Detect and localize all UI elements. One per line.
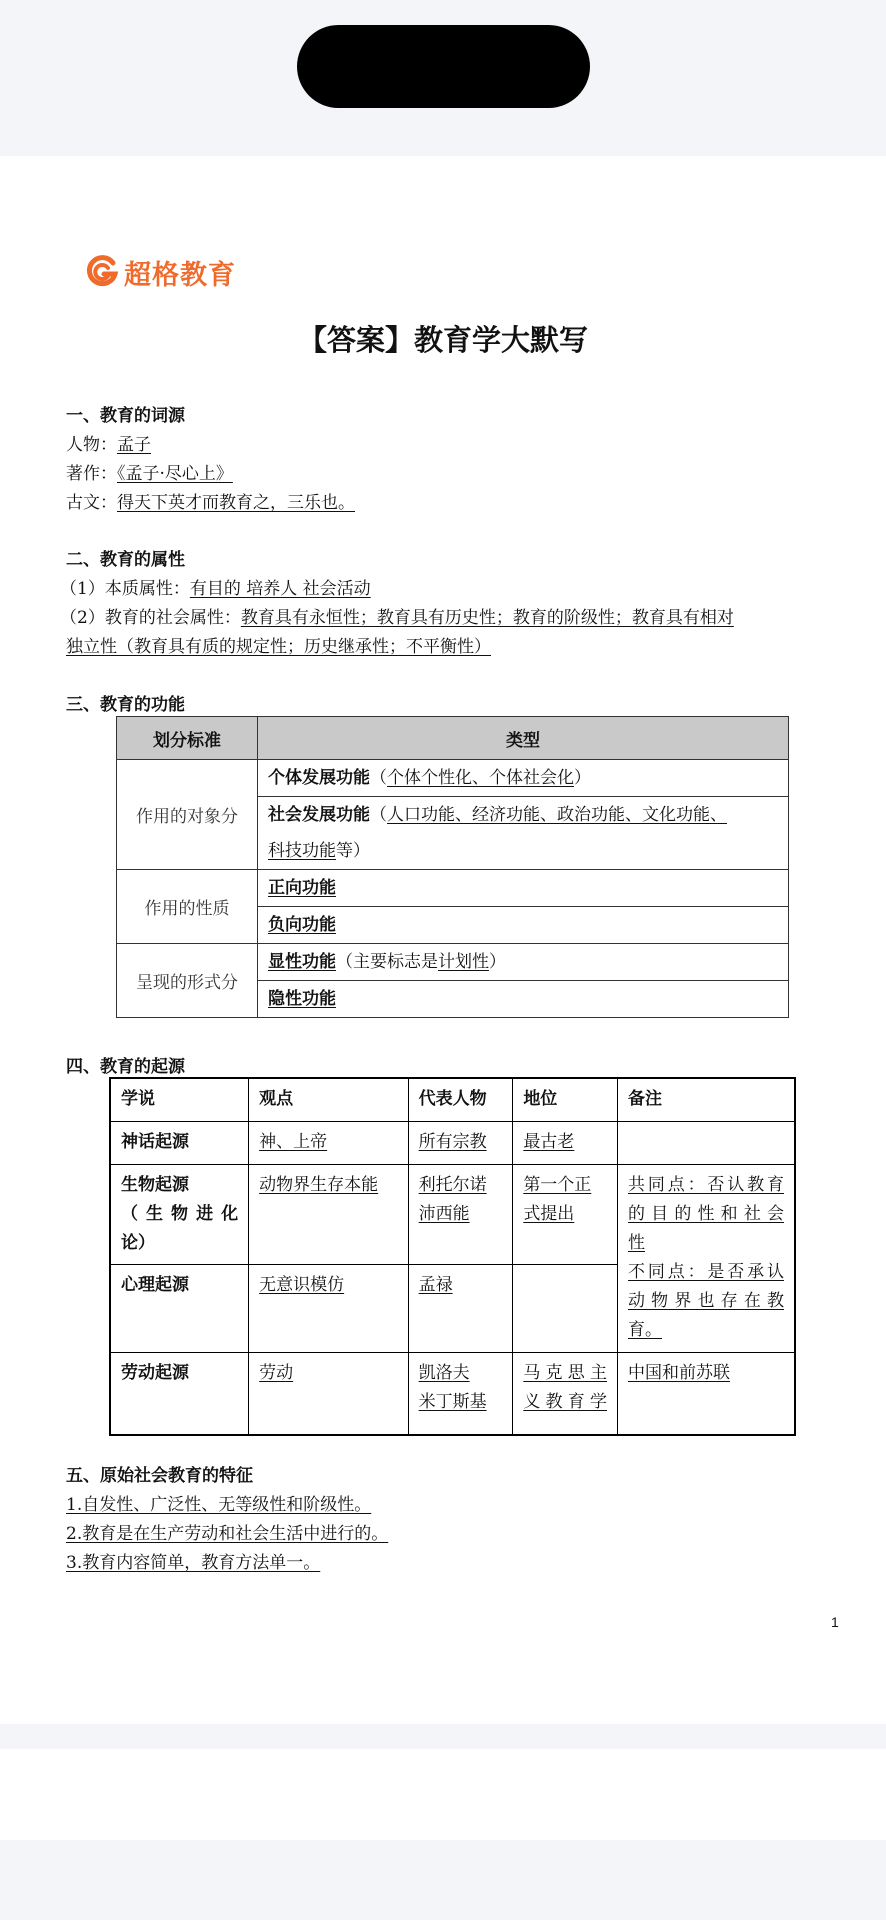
note-cell [618,1352,796,1435]
person-cell [408,1121,513,1164]
function-name: 正向功能 [268,878,336,898]
answer: 无意识模仿 [259,1274,345,1295]
label: 人物： [66,435,117,455]
s5-item: 1.自发性、广泛性、无等级性和阶级性。 [66,1495,372,1515]
camera-notch [297,25,590,108]
answer: 得天下英才而教育之，三乐也。 [117,493,355,513]
table-header: 类型 [258,717,789,760]
function-name: 社会发展功能 [268,805,370,825]
answer: 最古老 [523,1131,575,1152]
answer: 的目的性和社会 [628,1203,784,1224]
theory-cell [110,1164,249,1264]
view-cell [249,1121,409,1164]
table-header: 代表人物 [408,1078,513,1121]
function-cell [258,981,789,1018]
criterion-cell: 作用的性质 [117,870,258,944]
page-title: 【答案】教育学大默写 [297,323,588,357]
paren: （ [370,768,387,788]
label: 古文： [66,493,117,513]
answer: 利托尔诺 [418,1174,487,1195]
answer: 个体个性化、个体社会化 [387,768,574,788]
note: （主要标志是 [336,952,438,972]
table-header: 地位 [513,1078,618,1121]
s5-item: 3.教育内容简单，教育方法单一。 [66,1553,321,1573]
answer: 教育具有永恒性；教育具有历史性；教育的阶级性；教育具有相对 [240,608,734,628]
answer: 性 [628,1232,645,1253]
answer: 孟子 [117,435,151,455]
label: （1）本质属性： [60,579,190,599]
tail: 等） [336,841,370,861]
paren: ） [489,952,506,972]
view-cell [249,1264,409,1352]
status-cell [513,1164,618,1264]
answer: 《孟子·尽心上》 [117,464,233,484]
answer: 计划性 [438,952,489,972]
status-cell [513,1264,618,1352]
section-3-heading: 三、教育的功能 [66,695,185,715]
section-1-heading: 一、教育的词源 [66,406,185,426]
theory-line: （生物进化 [121,1203,239,1224]
person-cell [408,1164,513,1264]
function-cell [258,944,789,981]
s1-work-line [66,459,233,484]
table-header: 划分标准 [117,717,258,760]
answer: 神、上帝 [259,1131,328,1152]
criterion-cell: 呈现的形式分 [117,944,258,1018]
page-number: 1 [831,1614,839,1630]
answer: 式提出 [523,1203,575,1224]
logo-g-icon [84,254,120,290]
brand-logo [84,251,236,293]
answer: 孟禄 [418,1274,453,1295]
answer: 第一个正 [523,1174,592,1195]
view-cell [249,1164,409,1264]
function-cell [258,797,789,870]
answer: 中国和前苏联 [628,1362,730,1383]
logo-text: 超格教育 [124,259,236,291]
function-cell [258,870,789,907]
status-cell [513,1352,618,1435]
function-cell [258,760,789,797]
top-bar [0,0,886,156]
function-cell [258,907,789,944]
paren: （ [370,805,387,825]
answer: 科技功能 [268,841,336,861]
answer: 不同点：是否承认 [628,1261,784,1282]
answer: 独立性（教育具有质的规定性；历史继承性；不平衡性） [66,637,491,657]
s2-p1-line [60,574,371,599]
answer: 所有宗教 [418,1131,487,1152]
function-name: 隐性功能 [268,989,336,1009]
answer: 人口功能、经济功能、政治功能、文化功能、 [387,805,727,825]
label: 著作： [66,464,117,484]
answer: 动物界也存在教 [628,1290,784,1311]
answer: 共同点：否认教育 [628,1174,784,1195]
note-cell [618,1121,796,1164]
theory-line: 生物起源 [121,1174,189,1195]
table-header: 学说 [110,1078,249,1121]
person-cell [408,1352,513,1435]
answer: 育。 [628,1319,662,1340]
note-cell [618,1164,796,1352]
function-name: 负向功能 [268,915,336,935]
s1-person-line [66,430,151,455]
label: （2）教育的社会属性： [60,608,241,628]
function-name: 显性功能 [268,952,336,972]
status-cell [513,1121,618,1164]
functions-table [116,716,789,1018]
origins-table [109,1077,796,1436]
answer: 有目的 培养人 社会活动 [189,579,371,599]
answer: 凯洛夫 [418,1362,470,1383]
theory-cell: 劳动起源 [110,1352,249,1435]
s5-item: 2.教育是在生产劳动和社会生活中进行的。 [66,1524,389,1544]
s2-p2-line-2 [66,632,491,657]
criterion-cell: 作用的对象分 [117,760,258,870]
answer: 米丁斯基 [418,1391,487,1412]
view-cell [249,1352,409,1435]
table-header: 备注 [618,1078,796,1121]
person-cell [408,1264,513,1352]
answer: 劳动 [259,1362,294,1383]
theory-line: 论） [121,1232,155,1253]
paren: ） [574,768,591,788]
answer: 义教育学 [523,1391,607,1412]
section-5-heading: 五、原始社会教育的特征 [66,1466,253,1486]
theory-cell: 神话起源 [110,1121,249,1164]
answer: 动物界生存本能 [259,1174,379,1195]
section-4-heading: 四、教育的起源 [66,1057,185,1077]
function-name: 个体发展功能 [268,768,370,788]
theory-cell: 心理起源 [110,1264,249,1352]
table-header: 观点 [249,1078,409,1121]
s1-text-line [66,488,355,513]
s2-p2-line [60,603,734,628]
answer: 沛西能 [418,1203,470,1224]
answer: 马克思主 [523,1362,607,1383]
next-page-strip [0,1749,886,1840]
section-2-heading: 二、教育的属性 [66,550,185,570]
